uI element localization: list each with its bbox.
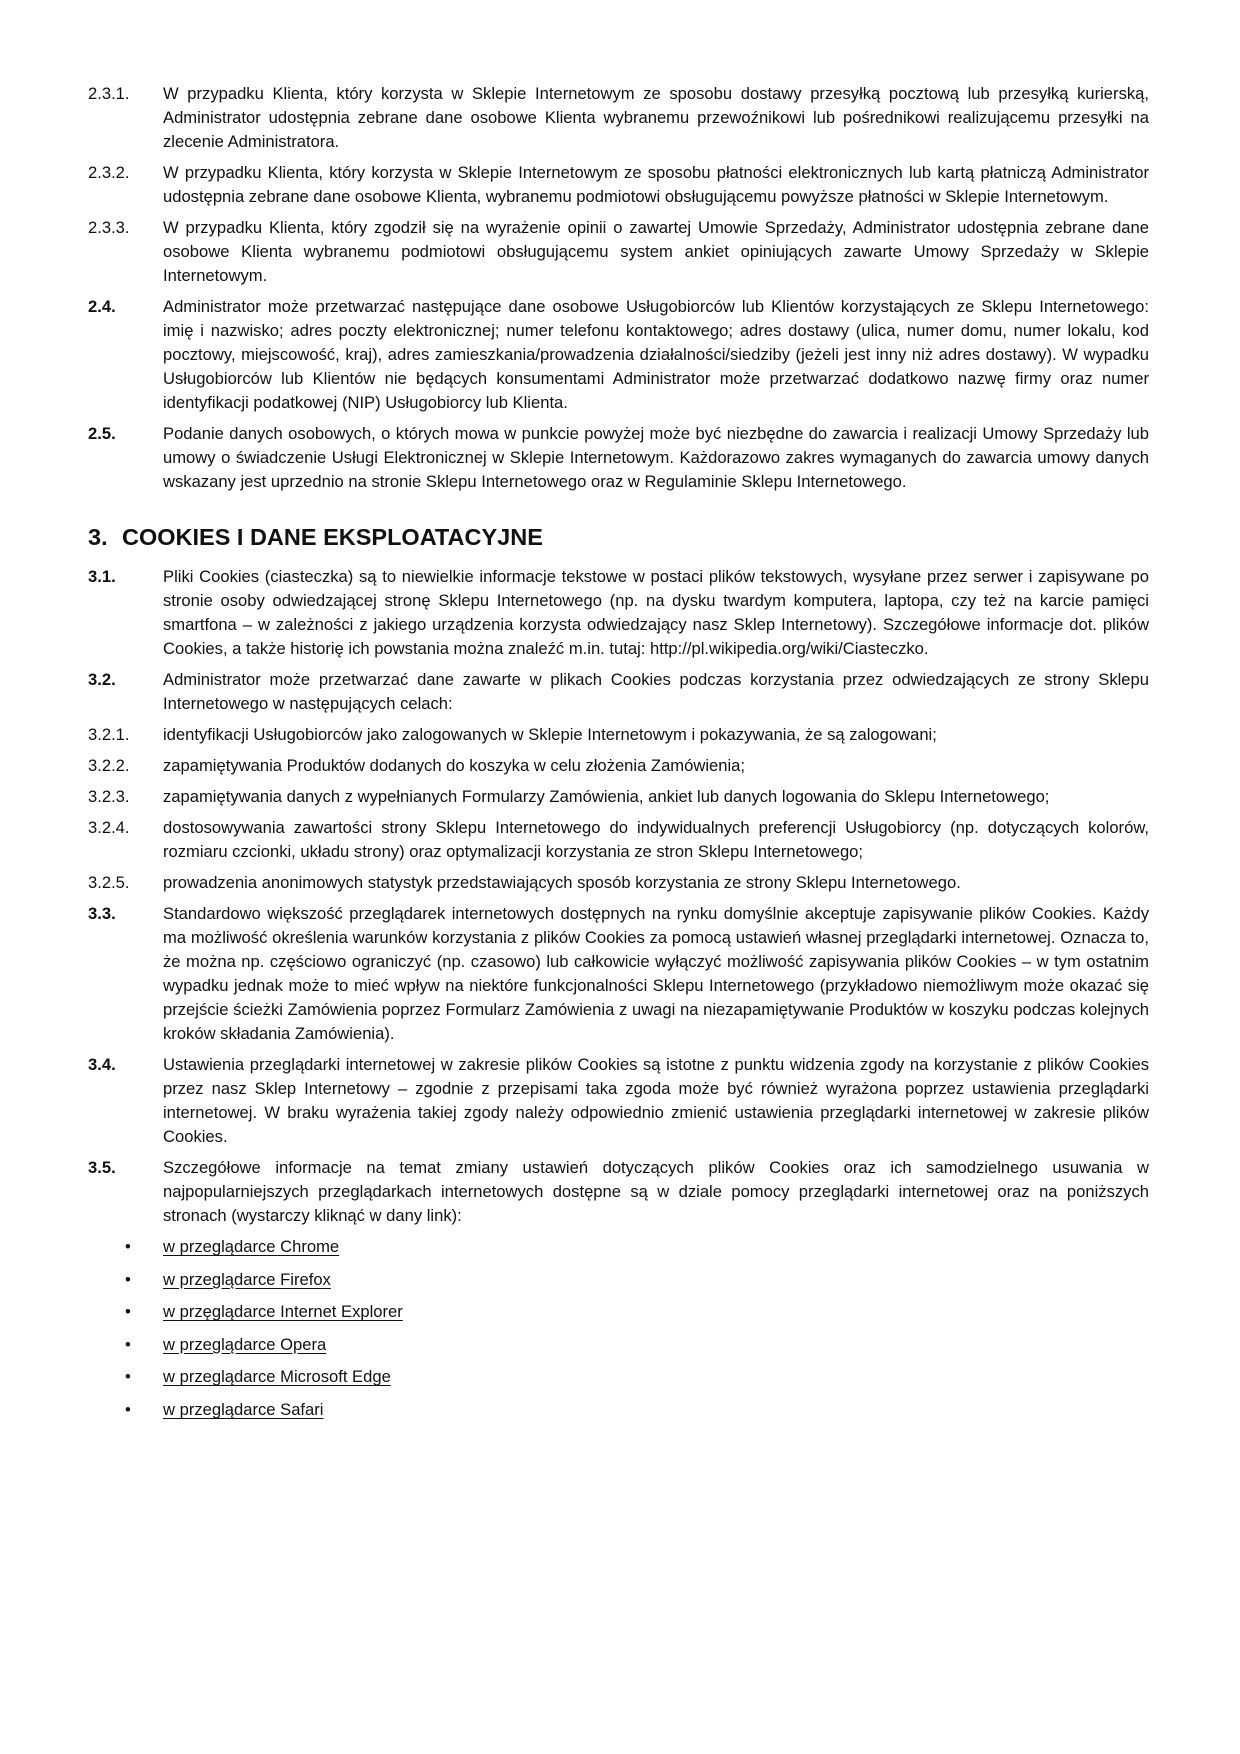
clause-item — [88, 82, 1149, 154]
clause-item — [88, 902, 1149, 1046]
bullet-icon: • — [125, 1269, 131, 1289]
clause-text: Standardowo większość przeglądarek internetowych dostępnych na rynku domyślnie akceptuje zapisywanie plików Cookies. Każdy ma możliwość określenia warunków korzystania z plików Cookies za pomocą ustawień własnej przeglądarki internetowej. Oznacza to, że można np. częściowo ograniczyć (np. czasowo) lub całkowicie wyłączyć możliwość zapisywania plików Cookies – w tym ostatnim wypadku jednak może to mieć wpływ na niektóre funkcjonalności Sklepu Internetowego (przykładowo niemożliwym może okazać się przejście ścieżki Zamówienia poprzez Formularz Zamówienia z uwagi na niezapamiętywanie Produktów w koszyku podczas kolejnych kroków składania Zamówienia). — [163, 904, 1149, 1043]
bullet-icon: • — [125, 1399, 131, 1419]
clause-number: 2.4. — [88, 297, 116, 316]
clause-item — [88, 754, 1149, 778]
clause-number: 2.5. — [88, 424, 116, 443]
clause-text: zapamiętywania Produktów dodanych do koszyka w celu złożenia Zamówienia; — [163, 756, 746, 775]
clause-number: 3.1. — [88, 567, 116, 586]
browser-help-link[interactable]: w przeglądarce Opera — [163, 1334, 327, 1354]
clause-item — [88, 216, 1149, 288]
browser-help-link[interactable]: w przeglądarce Firefox — [163, 1269, 331, 1289]
browser-help-link[interactable]: w przęglądarce Internet Explorer — [163, 1302, 403, 1322]
clause-number: 3.2.1. — [88, 725, 130, 744]
browser-link-item — [88, 1398, 1149, 1422]
clause-number: 3.4. — [88, 1055, 116, 1074]
clause-item — [88, 723, 1149, 747]
clause-item — [88, 785, 1149, 809]
bullet-icon: • — [125, 1237, 131, 1256]
browser-help-link[interactable]: w przeglądarce Chrome — [163, 1237, 340, 1256]
clause-number: 2.3.2. — [88, 163, 130, 182]
clause-text: Ustawienia przeglądarki internetowej w zakresie plików Cookies są istotne z punktu widzenia zgody na korzystanie z plików Cookies przez nasz Sklep Internetowy – zgodnie z przepisami taka zgoda może być również wyrażona poprzez ustawienia przeglądarki internetowej. W braku wyrażenia takiej zgody należy odpowiednio zmienić ustawienia przeglądarki internetowej w zakresie plików Cookies. — [163, 1055, 1149, 1146]
clause-number: 2.3.1. — [88, 84, 130, 103]
clause-item — [88, 565, 1149, 661]
browser-link-item — [88, 1268, 1149, 1292]
clause-item — [88, 816, 1149, 864]
clause-item — [88, 1156, 1149, 1228]
section-number: 3. — [88, 524, 108, 550]
section-3-heading — [88, 522, 1149, 552]
clause-item — [88, 871, 1149, 895]
clause-number: 3.2.4. — [88, 818, 130, 837]
clause-number: 3.3. — [88, 904, 116, 923]
section-2-items — [88, 82, 1149, 494]
clause-text: Szczegółowe informacje na temat zmiany ustawień dotyczących plików Cookies oraz ich samodzielnego usuwania w najpopularniejszych przeglądarkach internetowych dostępne są w dziale pomocy przeglądarki internetowej oraz na poniższych stronach (wystarczy kliknąć w dany link): — [163, 1158, 1149, 1225]
clause-text: Administrator może przetwarzać następujące dane osobowe Usługobiorców lub Klientów korzystających ze Sklepu Internetowego: imię i nazwisko; adres poczty elektronicznej; numer telefonu kontaktowego; adres dostawy (ulica, numer domu, numer lokalu, kod pocztowy, miejscowość, kraj), adres zamieszkania/prowadzenia działalności/siedziby (jeżeli jest inny niż adres dostawy). W wypadku Usługobiorców lub Klientów nie będących konsumentami Administrator może przetwarzać dodatkowo nazwę firmy oraz numer identyfikacji podatkowej (NIP) Usługobiorcy lub Klienta. — [163, 297, 1149, 412]
clause-item — [88, 295, 1149, 415]
clause-text: prowadzenia anonimowych statystyk przedstawiających sposób korzystania ze strony Sklepu Internetowego. — [163, 873, 961, 892]
clause-item — [88, 422, 1149, 494]
clause-number: 2.3.3. — [88, 218, 130, 237]
clause-number: 3.2.3. — [88, 787, 130, 806]
document-page — [88, 82, 1149, 1431]
browser-help-link[interactable]: w przeglądarce Safari — [163, 1399, 324, 1419]
clause-text: dostosowywania zawartości strony Sklepu Internetowego do indywidualnych preferencji Usługobiorcy (np. dotyczących kolorów, rozmiaru czcionki, układu strony) oraz optymalizacji korzystania ze stron Sklepu Internetowego; — [163, 818, 1149, 861]
clause-text: identyfikacji Usługobiorców jako zalogowanych w Sklepie Internetowym i pokazywania, że są zalogowani; — [163, 725, 937, 744]
bullet-icon: • — [125, 1334, 131, 1354]
browser-link-item — [88, 1300, 1149, 1324]
clause-item — [88, 1053, 1149, 1149]
clause-number: 3.2.2. — [88, 756, 130, 775]
section-title: COOKIES I DANE EKSPLOATACYJNE — [122, 524, 543, 550]
clause-number: 3.2. — [88, 670, 116, 689]
browser-link-item — [88, 1365, 1149, 1389]
browser-help-link[interactable]: w przeglądarce Microsoft Edge — [163, 1367, 391, 1387]
clause-text: Administrator może przetwarzać dane zawarte w plikach Cookies podczas korzystania przez odwiedzających ze strony Sklepu Internetowego w następujących celach: — [163, 670, 1149, 713]
clause-text: Pliki Cookies (ciasteczka) są to niewielkie informacje tekstowe w postaci plików tekstowych, wysyłane przez serwer i zapisywane po stronie osoby odwiedzającej stronę Sklepu Internetowego (np. na dysku twardym komputera, laptopa, czy też na karcie pamięci smartfona – w zależności z jakiego urządzenia korzysta odwiedzający nasz Sklep Internetowy). Szczegółowe informacje dot. plików Cookies, a także historię ich powstania można znaleźć m.in. tutaj: http://pl.wikipedia.org/wiki/Ciasteczko. — [163, 567, 1149, 658]
clause-text: W przypadku Klienta, który zgodził się na wyrażenie opinii o zawartej Umowie Sprzedaży, Administrator udostępnia zebrane dane osobowe Klienta wybranemu podmiotowi obsługującemu system ankiet opiniujących zawarte Umowy Sprzedaży w Sklepie Internetowym. — [163, 218, 1149, 285]
section-3-items — [88, 565, 1149, 1228]
bullet-icon: • — [125, 1302, 131, 1322]
browser-links-list — [88, 1235, 1149, 1422]
clause-number: 3.5. — [88, 1158, 116, 1177]
clause-text: zapamiętywania danych z wypełnianych Formularzy Zamówienia, ankiet lub danych logowania do Sklepu Internetowego; — [163, 787, 1050, 806]
browser-link-item — [88, 1333, 1149, 1357]
clause-text: W przypadku Klienta, który korzysta w Sklepie Internetowym ze sposobu dostawy przesyłką pocztową lub przesyłką kurierską, Administrator udostępnia zebrane dane osobowe Klienta wybranemu przewoźnikowi lub pośrednikowi realizującemu przesyłki na zlecenie Administratora. — [163, 84, 1149, 151]
browser-link-item — [88, 1235, 1149, 1259]
clause-item — [88, 668, 1149, 716]
clause-item — [88, 161, 1149, 209]
clause-text: Podanie danych osobowych, o których mowa w punkcie powyżej może być niezbędne do zawarcia i realizacji Umowy Sprzedaży lub umowy o świadczenie Usługi Elektronicznej w Sklepie Internetowym. Każdorazowo zakres wymaganych do zawarcia umowy danych wskazany jest uprzednio na stronie Sklepu Internetowego oraz w Regulaminie Sklepu Internetowego. — [163, 424, 1149, 491]
clause-number: 3.2.5. — [88, 873, 130, 892]
clause-text: W przypadku Klienta, który korzysta w Sklepie Internetowym ze sposobu płatności elektronicznych lub kartą płatniczą Administrator udostępnia zebrane dane osobowe Klienta, wybranemu podmiotowi obsługującemu powyższe płatności w Sklepie Internetowym. — [163, 163, 1149, 206]
bullet-icon: • — [125, 1367, 131, 1387]
